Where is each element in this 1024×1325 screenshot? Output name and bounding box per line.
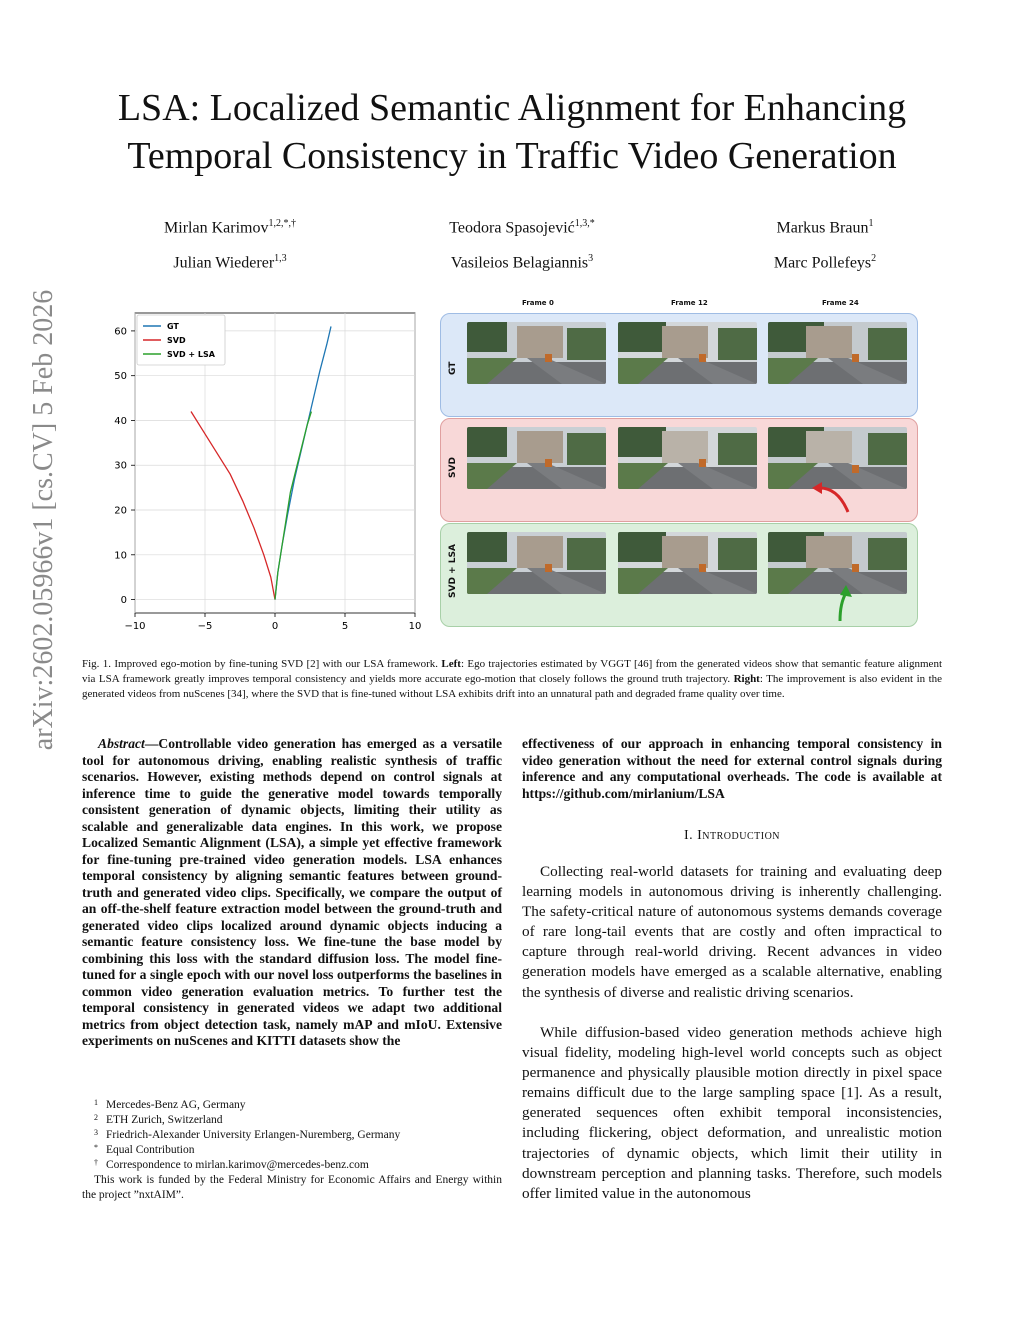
footnote-1 [82, 1098, 502, 1113]
video-frame [467, 322, 606, 384]
title-line-1: LSA: Localized Semantic Alignment for Enhancing [117, 87, 907, 129]
caption-right: Right [733, 673, 760, 685]
section-title: Introduction [697, 828, 781, 843]
x-tick-label: 5 [341, 621, 349, 630]
author-affiliation: 1 [868, 218, 874, 229]
author-name: Marc Pollefeys [773, 254, 872, 272]
author-affiliation: 1,3 [274, 253, 287, 264]
y-tick-label: 60 [114, 326, 127, 338]
y-tick-label: 10 [114, 550, 127, 562]
video-frame [618, 322, 757, 384]
footnote-text: Friedrich-Alexander University Erlangen-Nuremberg, Germany [106, 1129, 401, 1141]
author-affiliation: 2 [871, 253, 877, 264]
frame-image [768, 322, 907, 384]
author-name: Vasileios Belagiannis [450, 254, 589, 272]
frame-image [618, 427, 757, 489]
figure-caption [82, 657, 942, 702]
author-name: Mirlan Karimov [164, 219, 269, 237]
row-label-gt: GT [448, 361, 458, 375]
video-frame [618, 427, 757, 489]
caption-label: Fig. 1. [82, 658, 112, 670]
x-tick-label: −5 [197, 621, 213, 630]
video-frame [467, 427, 606, 489]
y-tick-label: 20 [114, 505, 127, 517]
video-frame [768, 322, 907, 384]
drift-arrow-icon [808, 478, 858, 523]
x-tick-label: −10 [124, 621, 146, 630]
author-5 [402, 253, 642, 272]
footnote-text: Equal Contribution [106, 1144, 195, 1156]
footnote-mark: 1 [94, 1098, 98, 1107]
caption-text-1: Improved ego-motion by fine-tuning SVD [2] with our LSA framework. [114, 658, 439, 670]
footnote-4 [82, 1143, 502, 1158]
abstract-label: Abstract [98, 736, 145, 751]
footnote-mark: 3 [94, 1128, 98, 1137]
footnote-text: Mercedes-Benz AG, Germany [106, 1099, 246, 1111]
video-frame [618, 532, 757, 594]
section-heading [522, 828, 942, 844]
author-affiliation: 1,3,* [574, 218, 595, 229]
x-tick-label: 0 [271, 621, 279, 630]
row-label-svd: SVD [448, 457, 458, 478]
legend-label: SVD [167, 336, 186, 345]
caption-text-3: : The improvement is also evident in the generated videos from nuScenes [34], where the SVD that is fine-tuned without LSA exhibits drift into an unnatural path and degraded frame quality over time. [82, 673, 943, 700]
frame-image [618, 322, 757, 384]
author-name: Markus Braun [776, 219, 869, 237]
author-4 [110, 253, 350, 272]
frame-image [467, 322, 606, 384]
frame-image [618, 532, 757, 594]
footnote-3 [82, 1128, 502, 1143]
abstract-text-left: —Controllable video generation has emerged as a versatile tool for autonomous driving, enabling realistic synthesis of traffic scenarios. However, existing methods depend on control signals at inference time to guide the generative model towards temporally consistent generation of dynamic objects, limiting their utility as scalable and generalizable data engines. In this work, we propose Localized Semantic Alignment (LSA), a simple yet effective framework for fine-tuning pre-trained video generation models. LSA enhances temporal consistency by aligning semantic features between ground-truth and generated video clips. Specifically, we compare the output of an off-the-shelf feature extraction model between the ground-truth and generated video clips localized around dynamic objects inducing a semantic feature consistency loss. We fine-tune the base model by combining this loss with the standard diffusion loss. The model fine-tuned for a single epoch with our novel loss outperforms the baselines in common video generation evaluation metrics. To further test the temporal consistency in generated videos we adapt two additional metrics from object detection task, namely mAP and mIoU. Extensive experiments on nuScenes and KITTI datasets show the [82, 736, 502, 1048]
paper-title [40, 84, 984, 180]
funding-note: This work is funded by the Federal Ministry for Economic Affairs and Energy within the project ”nxtAIM”. [82, 1174, 502, 1201]
footnote-mark: * [94, 1143, 98, 1152]
video-frame [467, 532, 606, 594]
footnote-5 [82, 1158, 502, 1173]
intro-paragraph-2: While diffusion-based video generation methods achieve high visual fidelity, modeling high-level world concepts such as object permanence and physically plausible motion directly in pixel space remains difficult due to the large sampling space [1]. As a result, generated sequences often exhibit temporal inconsistencies, including flickering, object deformation, and unrealistic motion trajectories of dynamic objects, which limit their utility in downstream perception and planning tasks. Therefore, such models offer limited value in the autonomous [522, 1024, 942, 1202]
author-affiliation: 1,2,*,† [268, 218, 296, 229]
footnote-text: ETH Zurich, Switzerland [106, 1114, 223, 1126]
y-tick-label: 50 [114, 371, 127, 383]
frame-image [467, 532, 606, 594]
frame-header-0: Frame 0 [522, 299, 554, 307]
footnote-2 [82, 1113, 502, 1128]
author-affiliation: 3 [588, 253, 594, 264]
legend [137, 315, 225, 365]
author-3 [705, 218, 945, 237]
legend-label: SVD + LSA [167, 350, 215, 359]
abstract [82, 736, 502, 1050]
footnote-mark: † [94, 1158, 98, 1167]
title-line-2: Temporal Consistency in Traffic Video Generation [127, 135, 897, 177]
frame-header-24: Frame 24 [822, 299, 859, 307]
y-tick-label: 40 [114, 415, 127, 427]
frame-image [467, 427, 606, 489]
frame-header-12: Frame 12 [671, 299, 708, 307]
y-tick-label: 30 [114, 460, 127, 472]
intro-paragraph-1: Collecting real-world datasets for training and evaluating deep learning models in autonomous driving is inherently challenging. The safety-critical nature of autonomous systems demands coverage of rare long-tail events that are costly and often impractical to capture through real-world driving. Recent advances in video generation models have emerged as a scalable alternative, enabling the synthesis of diverse and realistic driving scenarios. [522, 863, 942, 1001]
trajectory-chart [95, 305, 430, 630]
author-name: Teodora Spasojević [449, 219, 575, 237]
correct-path-arrow-icon [824, 585, 874, 630]
author-2 [402, 218, 642, 237]
x-tick-label: 10 [408, 621, 422, 630]
abstract-continued: effectiveness of our approach in enhancing temporal consistency in video generation without the need for external control signals during inference and any computational overheads. The code is available at https://github.com/mirlanium/LSA [522, 736, 942, 801]
caption-left: Left [441, 658, 461, 670]
author-name: Julian Wiederer [173, 254, 275, 272]
arxiv-identifier[interactable]: arXiv:2602.05966v1 [cs.CV] 5 Feb 2026 [28, 289, 59, 751]
caption-text-2: : Ego trajectories estimated by VGGT [46] from the generated videos show that semantic feature alignment via LSA framework greatly improves temporal consistency and yields more accurate ego-motion that closely follows the ground truth trajectory. [82, 658, 942, 685]
author-6 [705, 253, 945, 272]
row-label-lsa: SVD + LSA [448, 544, 458, 598]
footnotes [82, 1098, 502, 1203]
author-1 [110, 218, 350, 237]
footnote-mark: 2 [94, 1113, 98, 1122]
footnote-text: Correspondence to mirlan.karimov@mercedes-benz.com [106, 1159, 369, 1171]
legend-label: GT [167, 322, 179, 331]
section-number: I. [683, 828, 694, 843]
y-tick-label: 0 [120, 595, 127, 607]
